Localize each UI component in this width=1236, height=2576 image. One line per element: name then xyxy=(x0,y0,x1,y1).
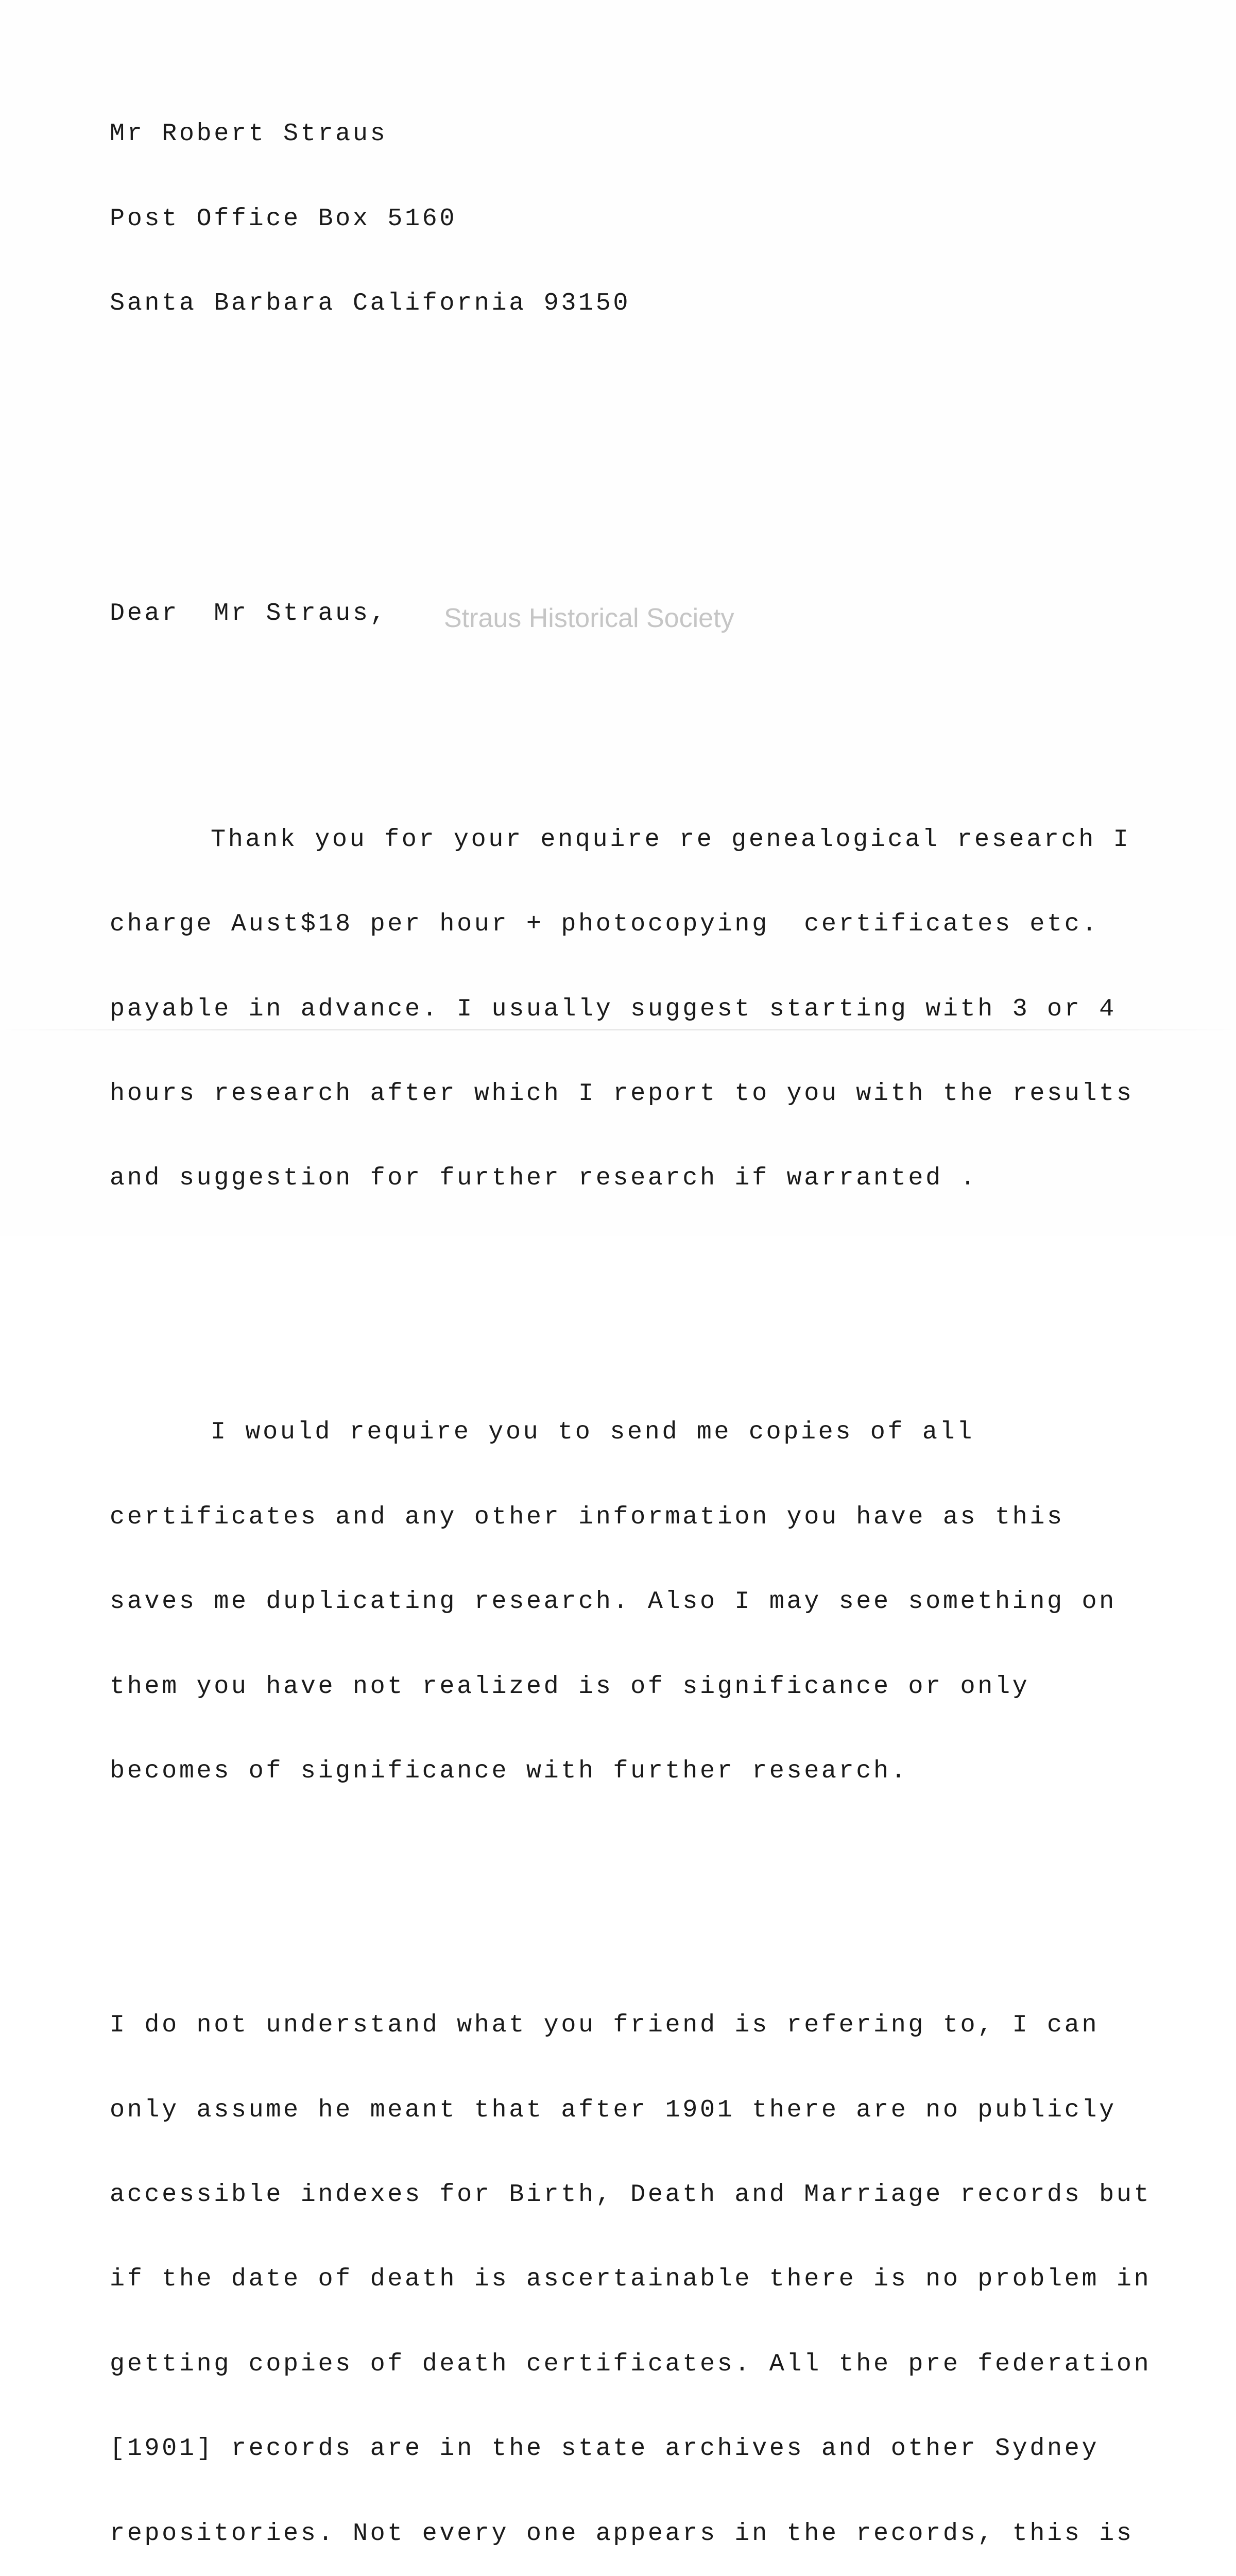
address-line: Post Office Box 5160 xyxy=(110,204,457,233)
paragraph-line: only assume he meant that after 1901 there are no publicly xyxy=(110,2095,1117,2124)
paragraph-line: charge Aust$18 per hour + photocopying certificates etc. xyxy=(110,910,1100,939)
watermark: Straus Historical Society xyxy=(444,603,734,633)
paragraph-line: [1901] records are in the state archives and other Sydney xyxy=(110,2434,1100,2463)
paragraph-line: I do not understand what you friend is refering to, I can xyxy=(110,2011,1100,2040)
paragraph-certificates xyxy=(110,1362,1140,1842)
paragraph-records xyxy=(110,1955,1152,2576)
paragraph-line: repositories. Not every one appears in the records, this is xyxy=(110,2519,1134,2548)
paragraph-fees xyxy=(110,769,1140,1249)
paragraph-line: if the date of death is ascertainable there is no problem in xyxy=(110,2265,1152,2294)
letter-body xyxy=(110,7,1152,2576)
address-line: Mr Robert Straus xyxy=(110,120,388,148)
paragraph-line: payable in advance. I usually suggest starting with 3 or 4 xyxy=(110,994,1117,1023)
paragraph-line: becomes of significance with further research. xyxy=(110,1757,908,1786)
paragraph-line: saves me duplicating research. Also I may see something on xyxy=(110,1587,1117,1616)
paragraph-line: them you have not realized is of significance or only xyxy=(110,1672,1030,1701)
recipient-address xyxy=(110,64,1140,375)
paragraph-line: certificates and any other information you have as this xyxy=(110,1502,1065,1531)
salutation xyxy=(110,544,1140,685)
paragraph-line: hours research after which I report to you with the results xyxy=(110,1079,1134,1108)
paragraph-line: getting copies of death certificates. All the pre federation xyxy=(110,2349,1152,2378)
paragraph-line: Thank you for your enquire re genealogical research I xyxy=(211,825,1131,854)
paragraph-line: and suggestion for further research if warranted . xyxy=(110,1164,978,1193)
paragraph-line: I would require you to send me copies of all xyxy=(211,1418,975,1447)
address-line: Santa Barbara California 93150 xyxy=(110,289,631,317)
paragraph-line: accessible indexes for Birth, Death and Marriage records but xyxy=(110,2180,1152,2209)
salutation-line: Dear Mr Straus, xyxy=(110,599,388,628)
